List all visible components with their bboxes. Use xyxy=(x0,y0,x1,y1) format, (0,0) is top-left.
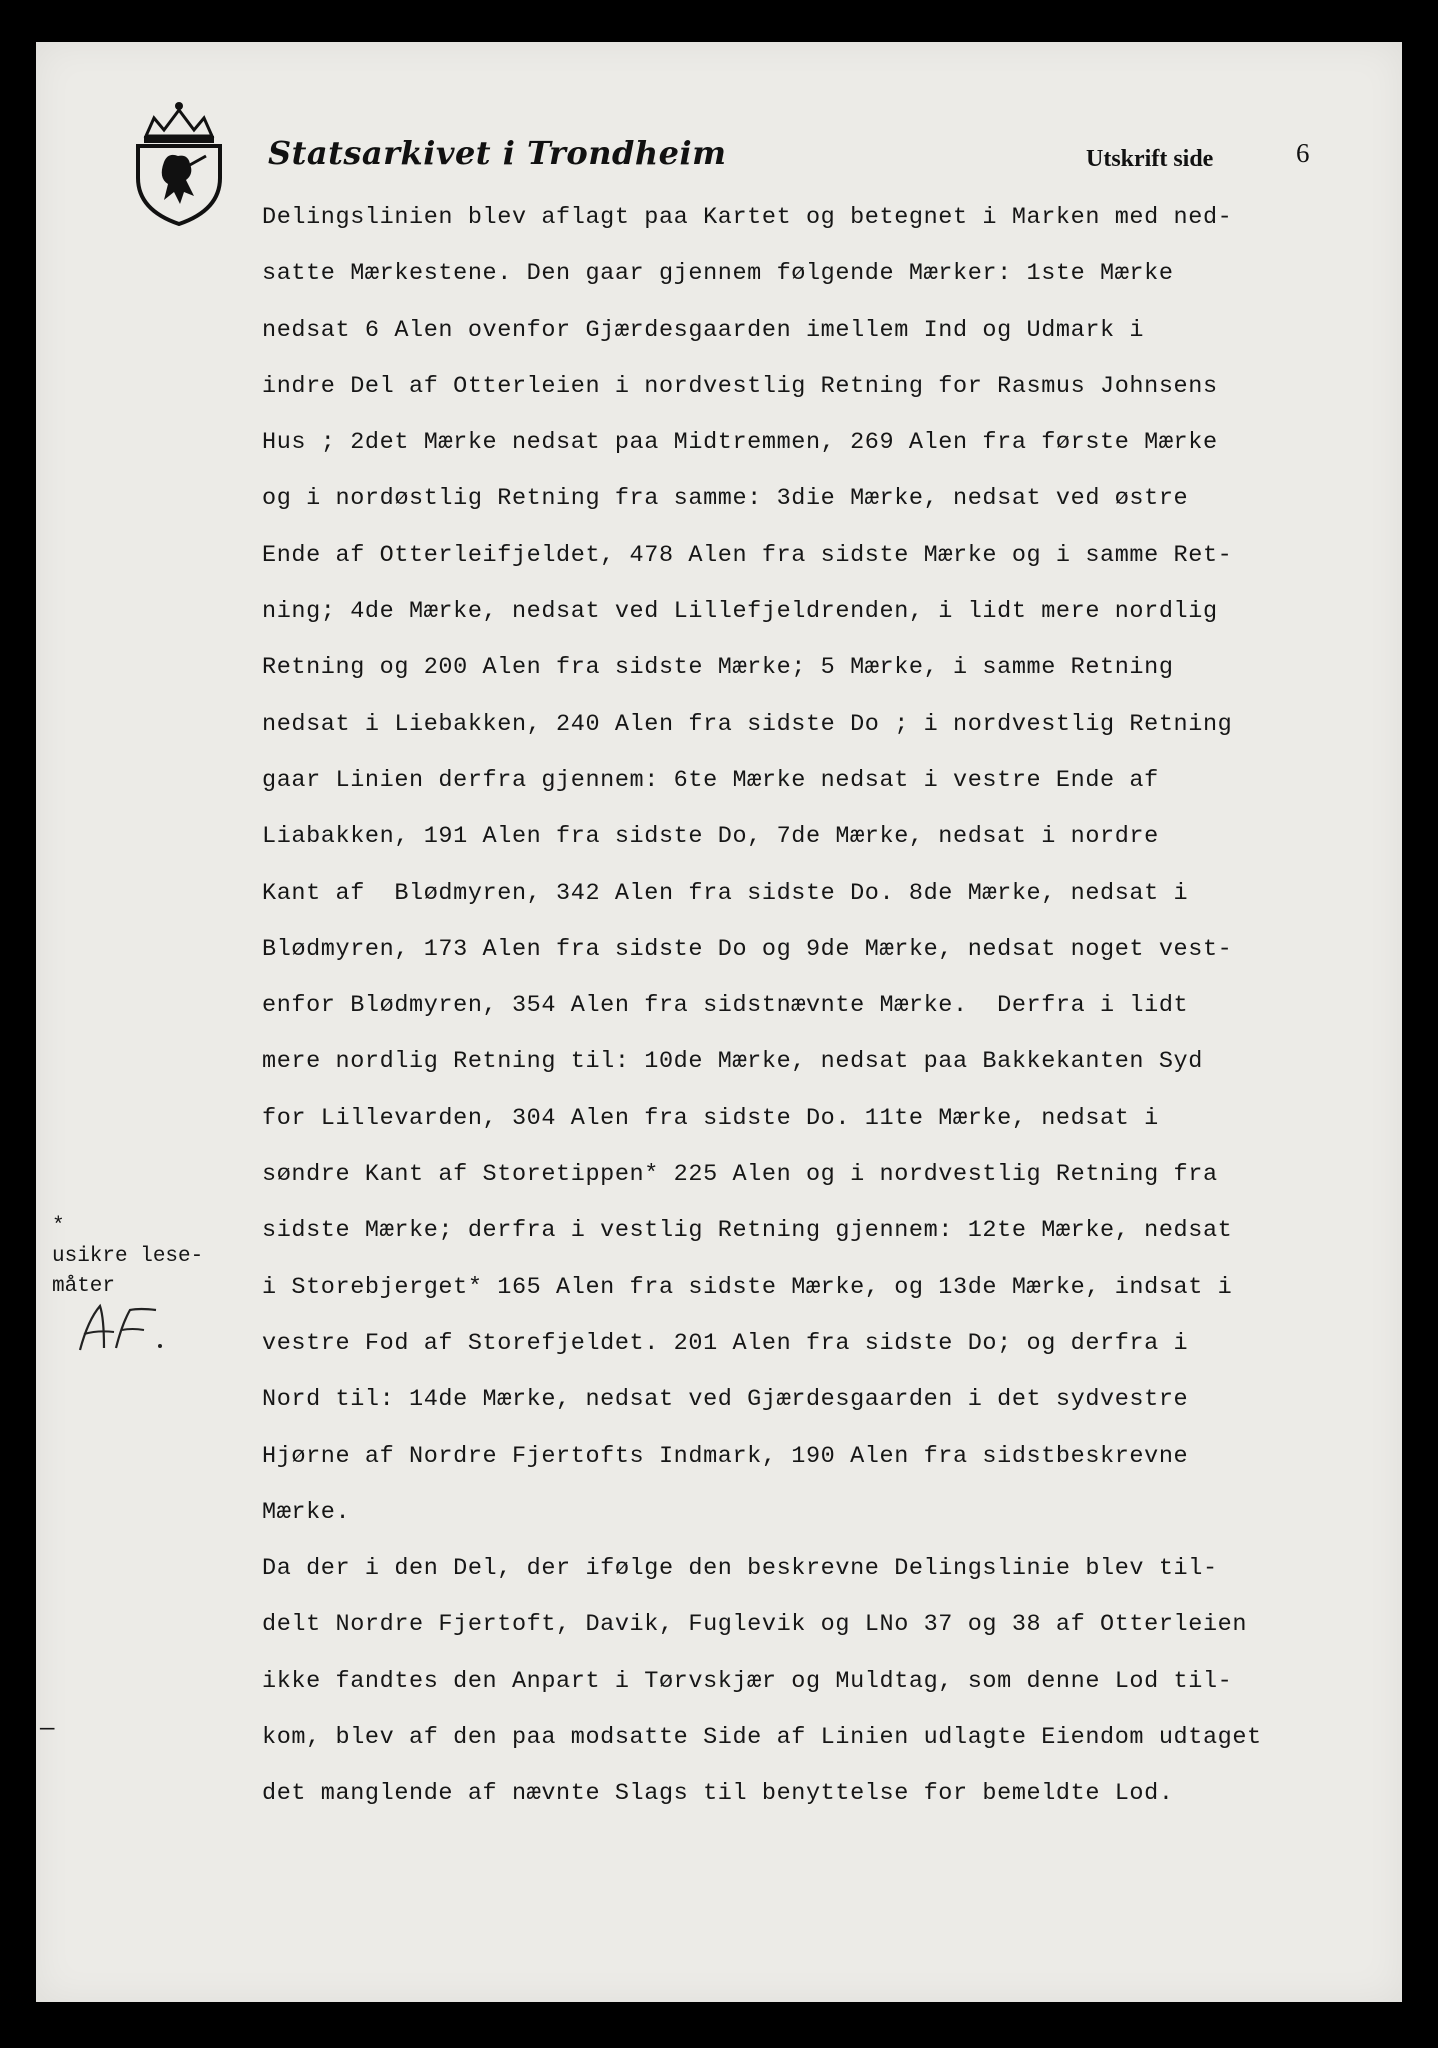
text-line: mere nordlig Retning til: 10de Mærke, nedsat paa Bakkekanten Syd xyxy=(262,1048,1203,1076)
text-line: sidste Mærke; derfra i vestlig Retning gjennem: 12te Mærke, nedsat xyxy=(262,1217,1233,1245)
text-line: Delingslinien blev aflagt paa Kartet og betegnet i Marken med ned- xyxy=(262,204,1233,231)
text-line: Da der i den Del, der ifølge den beskrevne Delingslinie blev til- xyxy=(262,1555,1218,1583)
document-body xyxy=(262,190,1372,1823)
text-line: enfor Blødmyren, 354 Alen fra sidstnævnte Mærke. Derfra i lidt xyxy=(262,992,1189,1020)
margin-dash: — xyxy=(40,1716,55,1743)
text-line: det manglende af nævnte Slags til benyttelse for bemeldte Lod. xyxy=(262,1780,1174,1808)
text-line: Hus ; 2det Mærke nedsat paa Midtremmen, 269 Alen fra første Mærke xyxy=(262,429,1218,457)
text-line: ning; 4de Mærke, nedsat ved Lillefjeldrenden, i lidt mere nordlig xyxy=(262,598,1218,626)
archive-name: Statsarkivet i Trondheim xyxy=(268,134,727,172)
margin-note xyxy=(52,1212,203,1302)
text-line: for Lillevarden, 304 Alen fra sidste Do. 11te Mærke, nedsat i xyxy=(262,1104,1159,1132)
text-line: nedsat 6 Alen ovenfor Gjærdesgaarden imellem Ind og Udmark i xyxy=(262,316,1145,344)
page-label: Utskrift side xyxy=(1086,146,1214,172)
text-line: Nord til: 14de Mærke, nedsat ved Gjærdesgaarden i det sydvestre xyxy=(262,1386,1189,1414)
text-line: nedsat i Liebakken, 240 Alen fra sidste Do ; i nordvestlig Retning xyxy=(262,710,1233,738)
text-line: Blødmyren, 173 Alen fra sidste Do og 9de Mærke, nedsat noget vest- xyxy=(262,935,1233,963)
text-line: Kant af Blødmyren, 342 Alen fra sidste Do. 8de Mærke, nedsat i xyxy=(262,879,1189,907)
handwritten-initials-signature xyxy=(74,1300,170,1356)
text-line: Retning og 200 Alen fra sidste Mærke; 5 Mærke, i samme Retning xyxy=(262,654,1174,682)
text-line: delt Nordre Fjertoft, Davik, Fuglevik og LNo 37 og 38 af Otterleien xyxy=(262,1611,1248,1639)
text-line: Ende af Otterleifjeldet, 478 Alen fra sidste Mærke og i samme Ret- xyxy=(262,541,1233,569)
margin-note-line: måter xyxy=(52,1275,116,1298)
text-line: ikke fandtes den Anpart i Tørvskjær og Muldtag, som denne Lod til- xyxy=(262,1667,1233,1695)
margin-note-line: usikre lese- xyxy=(52,1245,204,1268)
text-line: gaar Linien derfra gjennem: 6te Mærke nedsat i vestre Ende af xyxy=(262,766,1159,794)
text-line: kom, blev af den paa modsatte Side af Linien udlagte Eiendom udtaget xyxy=(262,1724,1262,1752)
page-number: 6 xyxy=(1296,138,1310,168)
text-line: i Storebjerget* 165 Alen fra sidste Mærke, og 13de Mærke, indsat i xyxy=(262,1273,1233,1301)
text-line: Hjørne af Nordre Fjertofts Indmark, 190 Alen fra sidstbeskrevne xyxy=(262,1442,1189,1470)
text-line: indre Del af Otterleien i nordvestlig Retning for Rasmus Johnsens xyxy=(262,372,1218,400)
margin-asterisk: * xyxy=(52,1215,65,1238)
text-line: og i nordøstlig Retning fra samme: 3die Mærke, nedsat ved østre xyxy=(262,485,1189,513)
text-line: vestre Fod af Storefjeldet. 201 Alen fra sidste Do; og derfra i xyxy=(262,1329,1189,1357)
text-line: søndre Kant af Storetippen* 225 Alen og i nordvestlig Retning fra xyxy=(262,1161,1218,1189)
text-line: satte Mærkestene. Den gaar gjennem følgende Mærker: 1ste Mærke xyxy=(262,260,1174,288)
norwegian-coat-of-arms-icon xyxy=(124,96,234,226)
text-line: Liabakken, 191 Alen fra sidste Do, 7de Mærke, nedsat i nordre xyxy=(262,823,1159,851)
text-line: Mærke. xyxy=(262,1498,351,1526)
